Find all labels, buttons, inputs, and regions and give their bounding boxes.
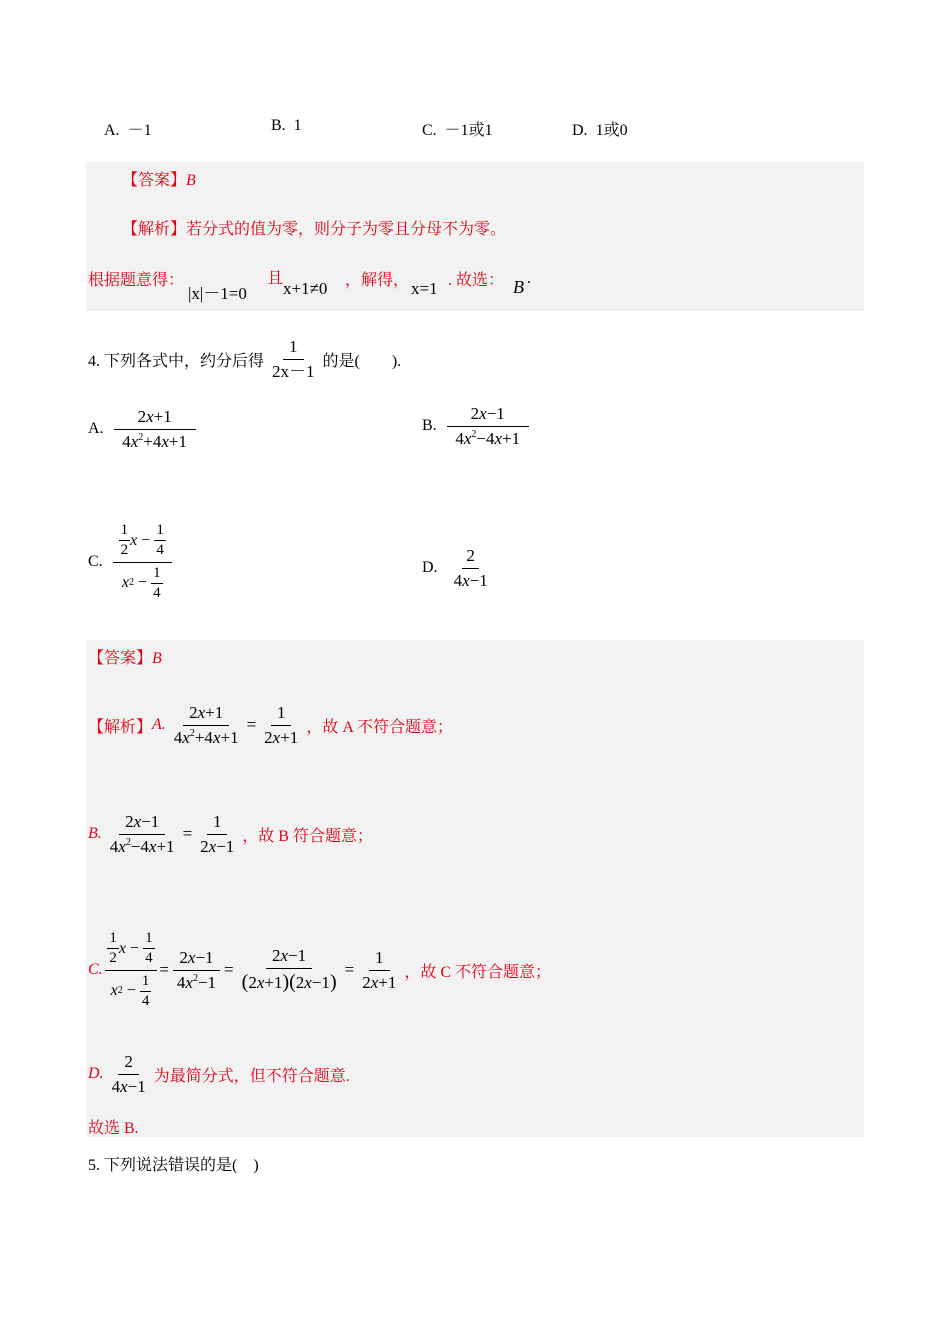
q3-option-b-value: 1	[293, 117, 302, 134]
q3-option-c: C. －1或1	[422, 122, 493, 139]
q3-analysis: 【解析】若分式的值为零，则分子为零且分母不为零。	[122, 221, 507, 238]
q5-stem: 5. 下列说法错误的是( )	[88, 1157, 259, 1174]
q3-option-a-value: －1	[127, 122, 152, 139]
q4-conclusion: 故选 B.	[88, 1120, 139, 1137]
q3-solve-text: ，解得，	[345, 272, 410, 289]
q4-analysis-d: D. $\frac{2}{4x-1}$ 为最简分式，但不符合题意.	[88, 1052, 350, 1096]
q4-stem: 4. 下列各式中，约分后得 $\frac{1}{2x-1}$ 的是( ).	[88, 337, 402, 381]
q4-analysis-a: 【解析】 A. $\frac{2x+1}{4x^2+4x+1}$ = $\frac{1}{2x+1}$ ，故 A 不符合题意；	[88, 703, 453, 747]
q3-choose-text: . 故选：	[448, 272, 505, 289]
q4-option-d: D. $\frac{2}{4x-1}$	[422, 546, 488, 590]
q3-and-text: 且	[267, 270, 284, 287]
q4-option-b: B. $\frac{2x-1}{4x^2-4x+1}$	[422, 404, 531, 448]
q3-equation-abs: |x|－1=0	[188, 284, 247, 303]
q3-answer: 【答案】B	[122, 172, 196, 189]
q3-option-c-value: －1或1	[444, 122, 493, 139]
q3-result: x=1	[411, 279, 438, 298]
q4-option-a: A. $\frac{2x+1}{4x^2+4x+1}$	[88, 407, 198, 451]
q4-analysis-c: C. $\frac{1}{2}$ x − $\frac{1}{4}$ x 2 − $\frac{1}{4}$ = $\frac{2x-1}{4x^2-1}$ = $\frac{2x-1}{(2x+1)(2x-1)}$ = $\frac{1}{2x+1}$ ，故 C 不符合题意；	[88, 930, 552, 1009]
q4-analysis-b: B. $\frac{2x-1}{4x^2-4x+1}$ = $\frac{1}{2x-1}$ ，故 B 符合题意；	[88, 812, 373, 856]
q3-option-a: A. －1	[104, 122, 152, 139]
q3-derivation-label: 根据题意得：	[88, 272, 185, 289]
q3-choice-dot: .	[527, 270, 531, 287]
q3-option-d-value: 1或0	[595, 122, 628, 139]
q3-choice: B	[513, 277, 524, 297]
q4-answer: 【答案】B	[88, 650, 162, 667]
q4-option-c: C. $\frac{1}{2}$ x − $\frac{1}{4}$ x 2 − $\frac{1}{4}$	[88, 522, 174, 602]
q3-option-d: D. 1或0	[572, 122, 628, 139]
q4-stem-fraction: $\frac{1}{2x-1}$	[272, 337, 315, 381]
q3-equation-denominator: x+1≠0	[283, 279, 328, 298]
q3-option-b: B. 1	[271, 117, 302, 134]
